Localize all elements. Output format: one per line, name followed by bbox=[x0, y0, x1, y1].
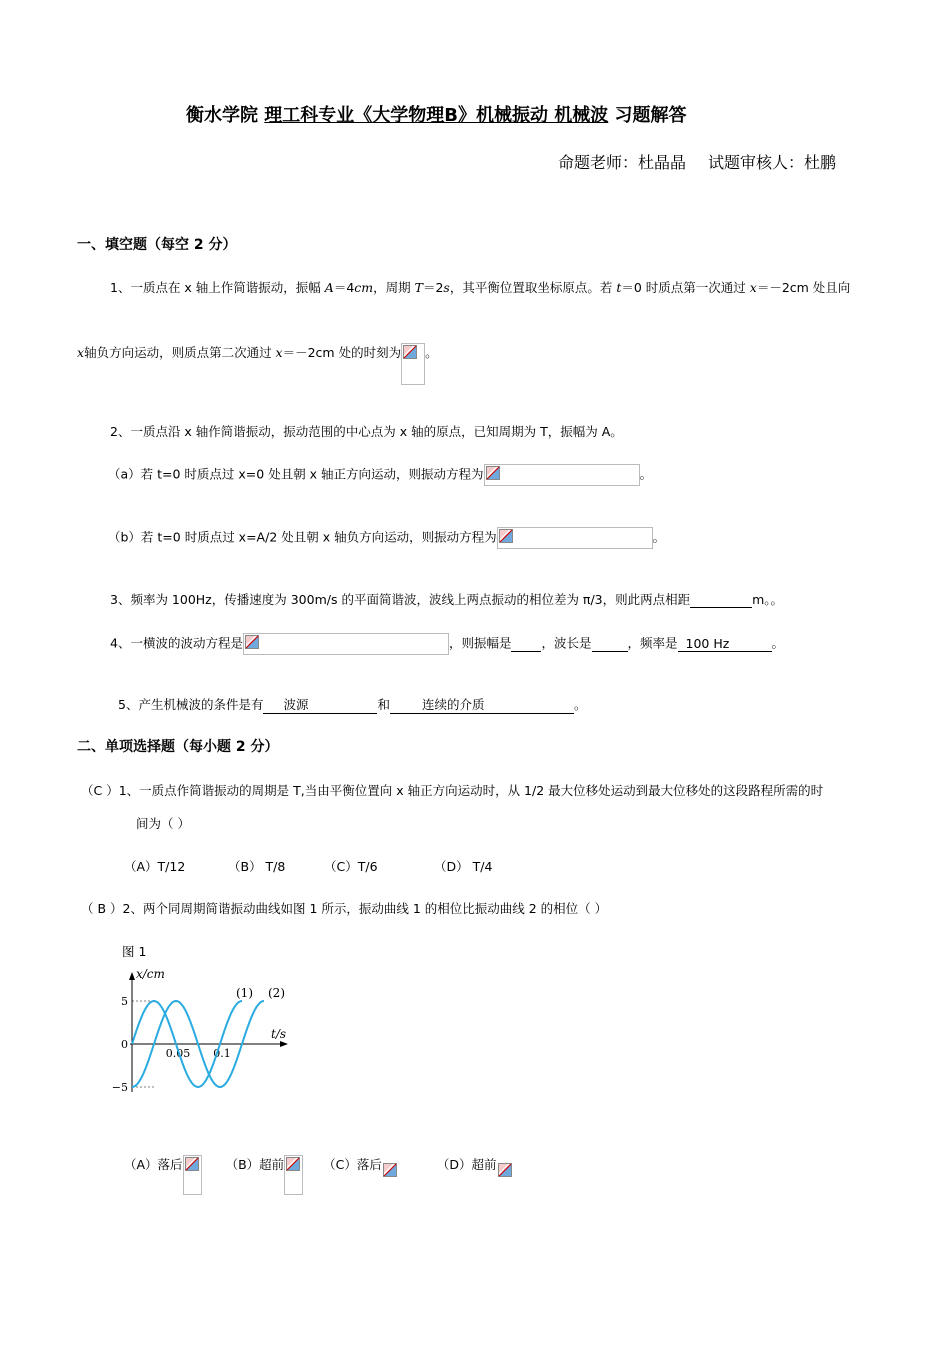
choice-q2 bbox=[81, 899, 607, 917]
q4-text-a: 4、一横波的波动方程是 bbox=[110, 635, 243, 651]
choice-q1-answer: （C ） bbox=[81, 783, 119, 798]
choice-q2-options bbox=[124, 1155, 512, 1195]
broken-image-icon bbox=[245, 635, 259, 649]
q4-text-c: ，波长是 bbox=[541, 635, 592, 651]
q1-text-a: 1、一质点在 x 轴上作简谐振动，振幅 bbox=[110, 280, 325, 295]
answer-image-placeholder bbox=[497, 1162, 512, 1177]
q1-end: 。 bbox=[425, 345, 438, 360]
choice-q1-text: 1、一质点作简谐振动的周期是 T,当由平衡位置向 x 轴正方向运动时，从 1/2 最大位移处运动到最大位移处的这段路程所需的时 bbox=[118, 783, 824, 798]
q1-var-t: t bbox=[616, 280, 622, 295]
option-b: （B）超前 bbox=[225, 1157, 285, 1172]
q4-blank-frequency bbox=[678, 636, 772, 652]
q4-end: 。 bbox=[771, 635, 785, 651]
q1-unit-s: s bbox=[443, 280, 450, 295]
q1-text-f: ＝0 时质点第一次通过 bbox=[621, 280, 750, 295]
series-label: (2) bbox=[268, 986, 285, 1000]
x-axis-label: t/s bbox=[271, 1027, 287, 1041]
q3-end: m。。 bbox=[752, 592, 784, 607]
q2a-end: 。 bbox=[639, 466, 653, 482]
broken-image-icon bbox=[499, 529, 513, 543]
x-tick-label: 0.1 bbox=[213, 1047, 231, 1060]
choice-q2-answer: （ B ） bbox=[81, 901, 123, 916]
q1-var-x: x bbox=[749, 280, 757, 295]
q1-text-b: ＝4 bbox=[333, 280, 355, 295]
option-a: （A）落后 bbox=[124, 1157, 183, 1172]
equation-image-placeholder bbox=[497, 527, 653, 549]
q4-blank-wavelength bbox=[592, 636, 628, 652]
x-axis-arrow bbox=[280, 1041, 288, 1047]
section2-heading: 二、单项选择题（每小题 2 分） bbox=[77, 739, 279, 755]
option-c: （C）T/6 bbox=[324, 859, 378, 874]
y-axis-label: x/cm bbox=[136, 967, 165, 981]
reviewer: 试题审核人：杜鹏 bbox=[708, 153, 837, 172]
q5-answer-1: 波源 bbox=[283, 697, 309, 712]
q4-text-d: ，频率是 bbox=[627, 635, 678, 651]
series-label: (1) bbox=[236, 986, 253, 1000]
fill-q4 bbox=[110, 633, 784, 655]
y-tick-label: 0 bbox=[121, 1038, 128, 1051]
answer-image-placeholder bbox=[382, 1162, 397, 1177]
fill-q5 bbox=[118, 695, 587, 714]
q4-answer-frequency: 100 Hz bbox=[685, 635, 730, 651]
broken-image-icon bbox=[383, 1163, 397, 1177]
q1-text-d: ＝2 bbox=[422, 280, 444, 295]
q1-var-A: A bbox=[324, 280, 334, 295]
broken-image-icon bbox=[498, 1163, 512, 1177]
q1-text-i: ＝－2cm 处的时刻为 bbox=[282, 345, 402, 360]
fill-q2-stem: 2、一质点沿 x 轴作简谐振动，振动范围的中心点为 x 轴的原点，已知周期为 T，振幅为 A。 bbox=[110, 424, 623, 439]
setter: 命题老师：杜晶晶 bbox=[558, 153, 687, 172]
y-axis-arrow bbox=[129, 972, 135, 980]
broken-image-icon bbox=[486, 466, 500, 480]
x-tick-label: 0.05 bbox=[165, 1047, 191, 1060]
option-b: （B） T/8 bbox=[228, 859, 286, 874]
q5-blank-2 bbox=[390, 695, 574, 714]
q2a-text: （a）若 t=0 时质点过 x=0 处且朝 x 轴正方向运动，则振动方程为 bbox=[108, 466, 484, 482]
q1-text-g: ＝－2cm 处且向 bbox=[756, 280, 851, 295]
q1-text-c: ，周期 bbox=[373, 280, 415, 295]
section1-heading: 一、填空题（每空 2 分） bbox=[77, 237, 237, 253]
figure-label: 图 1 bbox=[122, 944, 147, 959]
page-title bbox=[186, 101, 687, 127]
q5-end: 。 bbox=[573, 697, 587, 712]
q1-unit-cm: cm bbox=[354, 280, 374, 295]
choice-q1-options bbox=[124, 857, 492, 875]
option-d: （D） T/4 bbox=[434, 859, 493, 874]
q4-text-b: ，则振幅是 bbox=[448, 635, 512, 651]
fill-q1-line1 bbox=[110, 278, 850, 296]
fill-q1-line2 bbox=[77, 343, 438, 385]
equation-image-placeholder bbox=[243, 633, 449, 655]
equation-image-placeholder bbox=[484, 464, 640, 486]
q1-text-h: 轴负方向运动，则质点第二次通过 bbox=[84, 345, 276, 360]
q1-var-x2: x bbox=[77, 345, 85, 360]
q4-blank-amplitude bbox=[511, 636, 541, 652]
answer-image-placeholder bbox=[401, 343, 425, 385]
title-underlined: 理工科专业《大学物理B》机械振动 机械波 bbox=[264, 105, 609, 126]
y-tick-label: 5 bbox=[121, 995, 128, 1008]
y-tick-label: −5 bbox=[111, 1081, 128, 1094]
fill-q2-a bbox=[108, 464, 652, 486]
choice-q2-text: 2、两个同周期简谐振动曲线如图 1 所示，振动曲线 1 的相位比振动曲线 2 的相位（ ） bbox=[122, 901, 608, 916]
choice-q1-line2: 间为（ ） bbox=[136, 816, 190, 831]
q5-answer-2: 连续的介质 bbox=[421, 697, 485, 712]
q2b-text: （b）若 t=0 时质点过 x=A/2 处且朝 x 轴负方向运动，则振动方程为 bbox=[108, 529, 497, 545]
option-d: （D）超前 bbox=[436, 1157, 497, 1172]
q5-text-b: 和 bbox=[377, 697, 390, 712]
broken-image-icon bbox=[403, 345, 417, 359]
title-prefix: 衡水学院 bbox=[186, 105, 265, 126]
option-a: （A）T/12 bbox=[124, 859, 186, 874]
q5-blank-1 bbox=[263, 695, 377, 714]
q3-text: 3、频率为 100Hz，传播速度为 300m/s 的平面简谐波，波线上两点振动的相位差为 π/3，则此两点相距 bbox=[110, 592, 691, 607]
q1-var-T: T bbox=[414, 280, 423, 295]
option-c: （C）落后 bbox=[323, 1157, 382, 1172]
q2b-end: 。 bbox=[652, 529, 666, 545]
fill-q2-b bbox=[108, 527, 665, 549]
broken-image-icon bbox=[185, 1157, 199, 1171]
choice-q1-line1 bbox=[81, 781, 823, 799]
q5-text-a: 5、产生机械波的条件是有 bbox=[118, 697, 264, 712]
title-suffix: 习题解答 bbox=[608, 105, 687, 126]
answer-image-placeholder bbox=[284, 1155, 303, 1195]
author-line bbox=[558, 150, 836, 173]
broken-image-icon bbox=[286, 1157, 300, 1171]
fill-q3 bbox=[110, 590, 783, 608]
q1-text-e: ，其平衡位置取坐标原点。若 bbox=[449, 280, 617, 295]
answer-image-placeholder bbox=[183, 1155, 202, 1195]
oscillation-chart bbox=[110, 962, 310, 1102]
q1-var-x3: x bbox=[275, 345, 283, 360]
q3-blank bbox=[690, 592, 752, 608]
